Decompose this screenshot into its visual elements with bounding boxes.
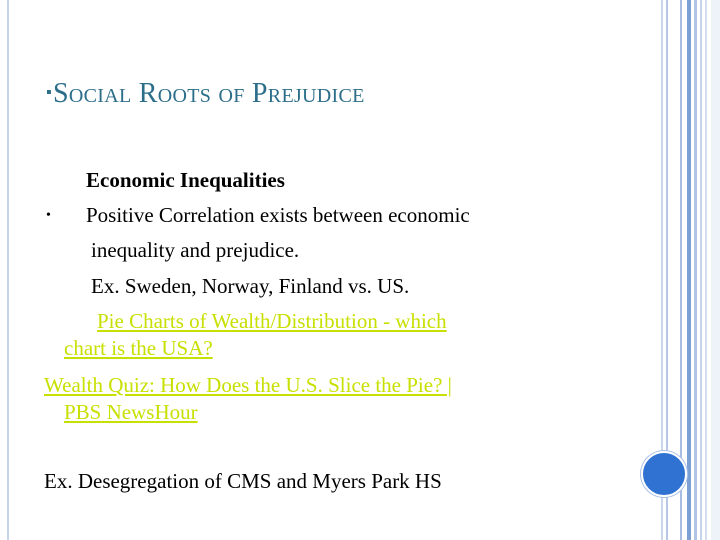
wealth-quiz-link-line-2[interactable]: PBS NewsHour [64, 400, 198, 424]
wealth-quiz-link-line-1[interactable]: Wealth Quiz: How Does the U.S. Slice the Pie? | [44, 373, 452, 397]
decorative-circle [641, 451, 687, 497]
pie-charts-link-line-1[interactable]: Pie Charts of Wealth/Distribution - which [97, 309, 447, 333]
list-bullet: • [46, 208, 51, 223]
right-stripe [711, 0, 720, 540]
right-stripe [700, 0, 702, 540]
right-stripe [705, 0, 707, 540]
point-line-2: inequality and prejudice. [91, 238, 300, 262]
right-stripe [687, 0, 691, 540]
pie-charts-link-line-2[interactable]: chart is the USA? [64, 336, 213, 360]
right-stripe [694, 0, 697, 540]
left-border-rule [7, 0, 9, 540]
subheading: Economic Inequalities [86, 168, 285, 192]
title-text: Social Roots of Prejudice [52, 78, 365, 109]
slide-title [46, 78, 365, 110]
example-2-line: Ex. Desegregation of CMS and Myers Park HS [44, 469, 442, 493]
title-bullet: ▪ [46, 84, 52, 101]
point-line-1: Positive Correlation exists between economic [86, 203, 470, 227]
example-line: Ex. Sweden, Norway, Finland vs. US. [91, 274, 410, 298]
